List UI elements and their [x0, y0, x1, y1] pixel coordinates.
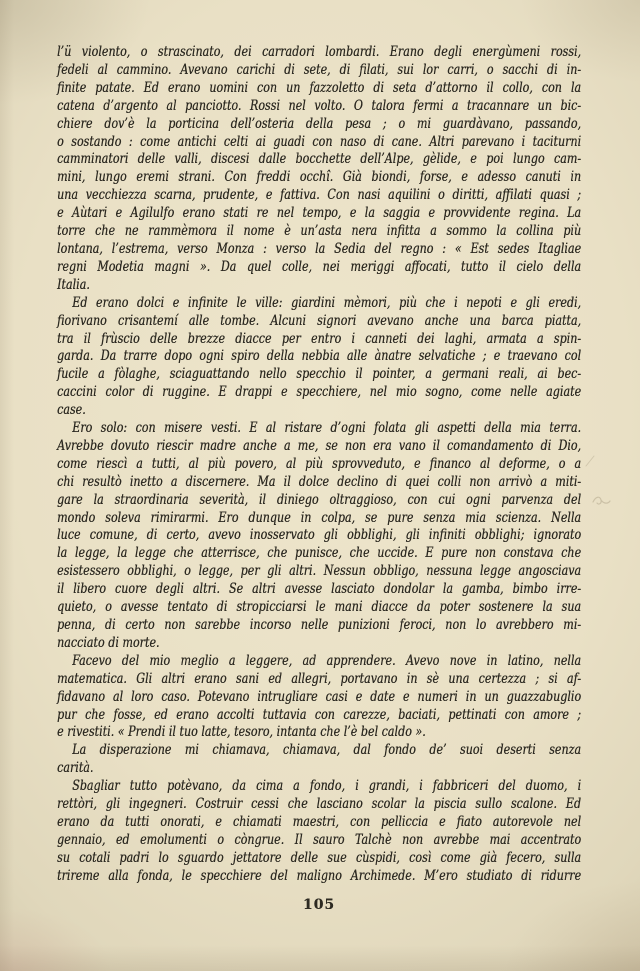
text-line: torre che ne rammèmora il nome è un’asta nera infitta a sommo la collina più	[57, 223, 582, 240]
pencil-dash-mark	[583, 453, 597, 469]
text-line: tra il frùscio delle brezze diacce per entro i canneti dei laghi, armata a spin-	[57, 330, 582, 347]
text-line: finite patate. Ed erano uomini con un fazzoletto di seta d’attorno il collo, con la	[57, 79, 582, 96]
text-line: camminatori delle valli, discesi dalle bocchette dell’Alpe, gèlide, e poi lungo cam-	[57, 151, 582, 168]
text-line: case.	[57, 402, 86, 419]
text-line: Facevo del mio meglio a leggere, ad apprendere. Avevo nove in latino, nella	[72, 652, 582, 669]
text-line: carità.	[57, 760, 94, 777]
page-text-block	[57, 44, 581, 886]
paragraph	[57, 742, 581, 778]
text-line: trireme alla fonda, le specchiere del maligno Archimede. M’ero studiato di ridurre	[57, 867, 582, 884]
paragraph	[57, 653, 581, 743]
text-line: nacciato di morte.	[57, 634, 160, 651]
pencil-squiggle-mark	[590, 492, 612, 510]
text-line: matematica. Gli altri erano sani ed allegri, portavano in sè una certezza ; si af-	[57, 670, 582, 687]
text-line: esistessero obblighi, o legge, per gli altri. Nessun obbligo, nessuna legge angosciava	[57, 563, 582, 580]
paragraph	[57, 420, 581, 653]
text-line: Ero solo: con misere vesti. E al ristare d’ogni folata gli aspetti della mia terra.	[72, 420, 582, 437]
text-line: su cotali padri lo sguardo jettatore delle sue cùspidi, così come già fecero, sulla	[57, 849, 582, 866]
text-line: la legge, la legge che atterrisce, che punisce, che uccide. E pure non constava che	[57, 545, 582, 562]
text-line: quieto, o avesse tentato di stropicciarsi le mani diacce da poter sostenere la sua	[57, 599, 582, 616]
text-line: fedeli al cammino. Avevano carichi di sete, di filati, sui lor carri, o sacchi di in-	[57, 61, 582, 78]
text-line: fucile a fòlaghe, sciaguattando nello specchio il pointer, a germani reali, ai bec-	[57, 366, 582, 383]
text-line: una vecchiezza scarna, prudente, e fattiva. Con nasi aquilini o diritti, affilati quasi ;	[57, 187, 582, 204]
text-line: l’ü violento, o strascinato, dei carradori lombardi. Erano degli energùmeni rossi,	[57, 44, 582, 60]
text-line: Ed erano dolci e infinite le ville: giardini mèmori, più che i nepoti e gli eredi,	[72, 294, 582, 311]
text-line: caccini color di ruggine. E drappi e specchiere, nel mio sogno, come nelle agiate	[57, 384, 582, 401]
text-line: gennaio, ed emolumenti o còngrue. Il sauro Talchè non avrebbe mai accentrato	[57, 831, 582, 848]
text-line: chi resultò inetto a discernere. Ma il dolce declino di quei colli non arrivò a miti-	[57, 473, 582, 490]
text-line: regni Modetia magni ». Da quel colle, nei meriggi affocati, tutto il cielo della	[57, 258, 582, 275]
text-line: penna, di certo non sarebbe incorso nelle punizioni feroci, non lo avrebbero mi-	[57, 617, 582, 633]
text-line: e Aùtari e Agilulfo erano stati re nel tempo, e la saggia e provvidente regina. La	[57, 205, 582, 222]
text-line: chiere dov’è la porticina dell’osteria della pesa ; o mi guardàvano, passando,	[57, 115, 582, 132]
text-line: o sostando : come antichi celti ai guadi con naso di cane. Altri parevano i taciturni	[57, 133, 582, 150]
text-line: mondo soleva rimirarmi. Ero dunque in colpa, se pure senza mia scienza. Nella	[57, 509, 582, 526]
paragraph	[57, 295, 581, 420]
text-line: erano da tutti onorati, e chiamati maestri, con pelliccia e fiato autorevole nel	[57, 813, 582, 830]
text-line: gare la straordinaria severità, il diniego oltraggioso, con cui ogni parvenza del	[57, 491, 582, 508]
text-line: come riescì a tutti, al più povero, al più sprovveduto, e financo al deforme, o a	[57, 455, 582, 472]
text-line: e rivestiti. « Prendi il tuo latte, tesoro, intanta che l’è bel caldo ».	[57, 724, 426, 741]
paragraph	[57, 778, 581, 885]
text-line: Sbagliar tutto potèvano, da cima a fondo, i grandi, i fabbriceri del duomo, i	[72, 778, 582, 795]
text-line: luce comune, di certo, avevo inosservato gli obblighi, gli infiniti obblighi; ignorato	[57, 527, 582, 544]
page-number: 105	[302, 897, 336, 913]
text-line: Italia.	[57, 276, 90, 293]
text-line: rettòri, gli ingegneri. Costruir cessi che lasciano scolar la piscia sullo scalone. Ed	[57, 796, 582, 813]
text-line: catena d’argento al panciotto. Rossi nel volto. O talora fermi a tracannare un bic-	[57, 97, 582, 114]
text-line: La disperazione mi chiamava, chiamava, dal fondo de’ suoi deserti senza	[72, 742, 582, 759]
text-line: lontana, l’estrema, verso Monza : verso la Sedia del regno : « Est sedes Itagliae	[57, 240, 582, 257]
text-line: pur che fosse, ed erano accolti tuttavia con carezze, baciati, pettinati con amore ;	[57, 706, 582, 723]
text-line: fiorivano crisantemí alle tombe. Alcuni signori avevano anche una barca piatta,	[57, 312, 582, 329]
text-line: Avrebbe dovuto riescir madre anche a me, se non era vano il comandamento di Dio,	[57, 437, 582, 454]
text-line: il libero cuore degli altri. Se altri avesse lasciato dondolar la gamba, bimbo irre-	[57, 581, 582, 598]
text-line: mini, lungo eremi strani. Con freddi occhî. Già biondi, forse, e adesso canuti in	[57, 169, 582, 186]
text-line: garda. Da trarre dopo ogni spiro della nebbia alle ànatre selvatiche ; e traevano col	[57, 348, 582, 365]
paragraph	[57, 44, 581, 295]
text-line: fidavano al loro caso. Potevano intrugliare casi e date e numeri in un guazzabuglio	[57, 688, 582, 705]
